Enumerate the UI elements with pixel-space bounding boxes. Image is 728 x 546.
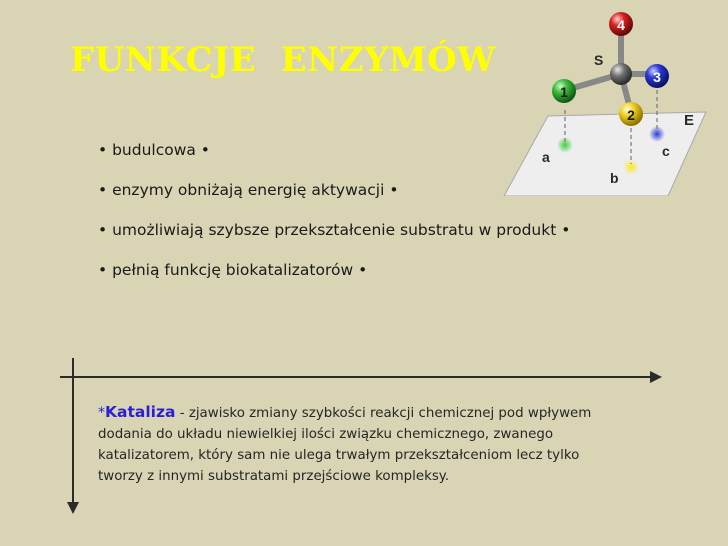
- enzyme-surface-plane: [504, 112, 706, 196]
- definition-term: Kataliza: [105, 403, 176, 421]
- definition-line: tworzy z innymi substratami przejściowe kompleksy.: [98, 469, 450, 484]
- bullet-item: • enzymy obniżają energię aktywacji •: [98, 181, 399, 199]
- horizontal-axis-line: [60, 376, 652, 378]
- svg-text:4: 4: [617, 17, 625, 33]
- vertical-arrowhead: [67, 502, 79, 514]
- catalysis-definition: [98, 402, 658, 487]
- center-atom: [610, 63, 632, 85]
- bullet-item: • budulcowa •: [98, 141, 210, 159]
- vertical-axis-line: [72, 358, 74, 508]
- definition-line: katalizatorem, który sam nie ulega trwałym przekształceniom lecz tylko: [98, 448, 580, 463]
- svg-text:2: 2: [627, 107, 635, 123]
- bullet-item: • umożliwiają szybsze przekształcenie substratu w produkt •: [98, 221, 571, 239]
- enzyme-substrate-diagram: [500, 6, 728, 196]
- svg-text:3: 3: [653, 69, 661, 85]
- site-label-c: c: [662, 143, 670, 159]
- slide-title: FUNKCJE ENZYMÓW: [70, 40, 496, 80]
- definition-line: dodania do układu niewielkiej ilości związku chemicznego, zwanego: [98, 427, 554, 442]
- binding-site-yellow: [623, 159, 639, 175]
- center-label-s: S: [594, 52, 604, 68]
- bullet-item: • pełnią funkcję biokatalizatorów •: [98, 261, 368, 279]
- site-label-b: b: [610, 170, 619, 186]
- definition-line: zjawisko zmiany szybkości reakcji chemicznej pod wpływem: [188, 406, 592, 421]
- svg-text:1: 1: [560, 84, 568, 100]
- horizontal-arrowhead: [650, 371, 662, 383]
- definition-separator: -: [175, 406, 189, 421]
- site-label-a: a: [542, 149, 550, 165]
- plane-label-e: E: [684, 112, 695, 129]
- definition-star: *: [98, 405, 105, 421]
